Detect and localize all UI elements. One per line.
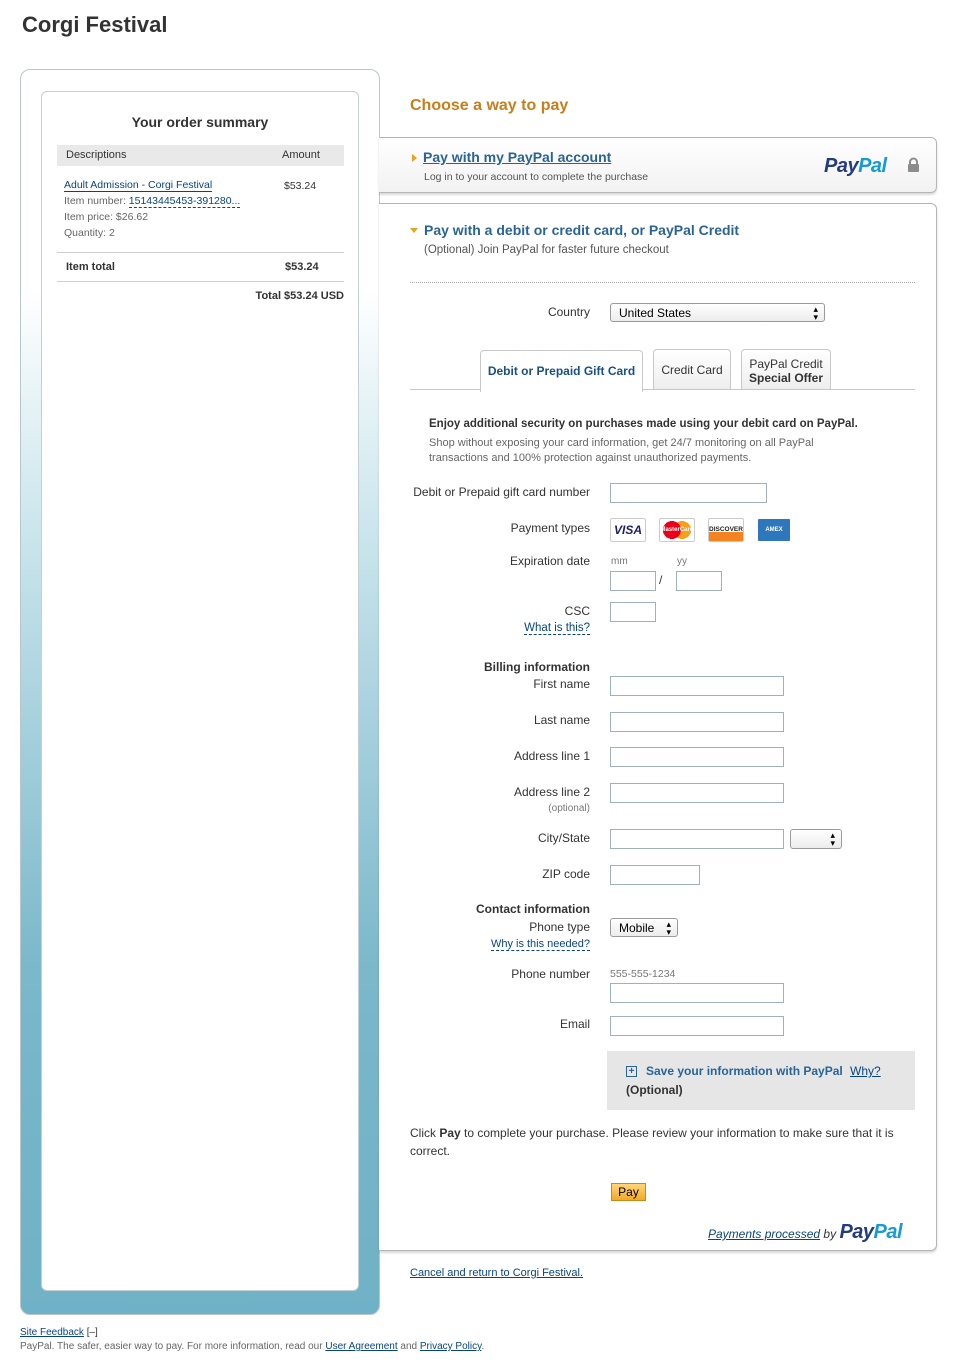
order-summary-header-row	[57, 145, 344, 166]
divider	[57, 281, 344, 282]
site-feedback-row	[20, 1327, 98, 1338]
exp-year-input[interactable]	[676, 571, 722, 591]
card-number-input[interactable]	[610, 483, 767, 503]
card-number-label: Debit or Prepaid gift card number	[413, 485, 590, 499]
phone-format-hint: 555-555-1234	[610, 968, 676, 980]
csc-help-wrap	[340, 622, 590, 634]
expiration-label: Expiration date	[509, 554, 590, 568]
tab-debit-prepaid[interactable]: Debit or Prepaid Gift Card	[480, 350, 643, 392]
phone-type-select[interactable]	[610, 918, 678, 937]
privacy-policy-link[interactable]: Privacy Policy	[419, 1341, 482, 1352]
col-descriptions: Descriptions	[66, 149, 127, 161]
item-total-value: $53.24	[285, 261, 319, 273]
site-feedback-link[interactable]: Site Feedback	[20, 1327, 84, 1338]
phone-number-input[interactable]	[610, 983, 784, 1003]
save-info-box	[607, 1051, 915, 1110]
email-label: Email	[559, 1017, 590, 1031]
tab-paypal-credit-line1: PayPal Credit	[749, 357, 823, 371]
card-section-title[interactable]: Pay with a debit or credit card, or PayPal Credit	[424, 222, 740, 238]
security-title: Enjoy additional security on purchases made using your debit card on PayPal.	[429, 418, 858, 430]
contact-heading: Contact information	[476, 902, 590, 916]
date-separator: /	[659, 573, 663, 587]
item-number-label: Item number:	[64, 195, 126, 207]
pay-with-paypal-link[interactable]: Pay with my PayPal account	[423, 149, 612, 165]
dotted-divider	[410, 282, 915, 283]
select-arrows-icon: ▴ ▾	[830, 830, 835, 848]
email-input[interactable]	[610, 1016, 784, 1036]
expand-plus-icon[interactable]: +	[626, 1066, 637, 1077]
col-amount: Amount	[282, 149, 320, 161]
payment-types-label: Payment types	[510, 521, 590, 535]
address2-input[interactable]	[610, 783, 784, 803]
first-name-label: First name	[533, 677, 590, 691]
phone-type-label: Phone type	[529, 920, 590, 934]
paypal-logo: PayPal	[824, 155, 887, 177]
card-section-subtitle: (Optional) Join PayPal for faster future checkout	[424, 244, 669, 256]
last-name-label: Last name	[533, 713, 590, 727]
security-text: Shop without exposing your card information, get 24/7 monitoring on all PayPal transactions and 100% protection against unauthorized payments.	[429, 437, 814, 464]
address2-label: Address line 2	[513, 785, 590, 799]
phone-type-value: Mobile	[619, 921, 655, 935]
save-info-why-link[interactable]: Why?	[850, 1064, 881, 1078]
item-number-link[interactable]: 15143445453-391280...	[128, 195, 241, 207]
csc-help-link[interactable]: What is this?	[524, 622, 590, 634]
country-value: United States	[619, 306, 692, 320]
amex-icon: AMEX	[757, 518, 791, 542]
paypal-logo-footer: PayPal	[839, 1221, 903, 1243]
city-state-label: City/State	[537, 831, 590, 845]
last-name-input[interactable]	[610, 712, 784, 732]
user-agreement-link[interactable]: User Agreement	[325, 1341, 398, 1352]
state-select[interactable]	[790, 829, 842, 849]
zip-input[interactable]	[610, 865, 700, 885]
item-quantity: Quantity: 2	[64, 227, 115, 239]
item-price: Item price: $26.62	[64, 211, 149, 223]
mastercard-icon: MasterCard	[659, 518, 695, 542]
yy-hint: yy	[677, 556, 687, 567]
visa-icon: VISA	[610, 518, 646, 542]
feedback-toggle[interactable]: [–]	[86, 1327, 98, 1338]
order-total: Total $53.24 USD	[255, 290, 344, 302]
merchant-title: Corgi Festival	[22, 12, 168, 37]
address1-label: Address line 1	[513, 749, 590, 763]
zip-label: ZIP code	[542, 867, 590, 881]
item-amount: $53.24	[284, 180, 317, 192]
phone-help-wrap	[340, 938, 590, 950]
item-number-row	[64, 195, 240, 207]
pay-button[interactable]: Pay	[611, 1183, 646, 1201]
order-summary-title: Your order summary	[131, 114, 269, 130]
lock-icon	[907, 157, 920, 178]
footer-text: PayPal. The safer, easier way to pay. For more information, read our User Agreement and Privacy Policy.	[20, 1341, 485, 1352]
billing-heading: Billing information	[484, 660, 590, 674]
address2-optional: (optional)	[548, 803, 590, 814]
mm-hint: mm	[611, 556, 628, 567]
tab-paypal-credit[interactable]	[741, 349, 831, 389]
exp-month-input[interactable]	[610, 571, 656, 591]
discover-icon: DISCOVER	[708, 518, 744, 542]
phone-number-label: Phone number	[511, 967, 590, 981]
select-arrows-icon: ▴ ▾	[666, 919, 671, 937]
paypal-account-subtitle: Log in to your account to complete the purchase	[424, 171, 649, 183]
pay-instructions: Click Pay to complete your purchase. Please review your information to make sure that it is correct.	[410, 1126, 894, 1158]
expand-arrow-icon	[412, 154, 417, 162]
payments-processed-link[interactable]: Payments processed	[708, 1227, 821, 1241]
select-arrows-icon: ▴ ▾	[813, 304, 818, 322]
item-name-link[interactable]: Adult Admission - Corgi Festival	[64, 179, 213, 191]
csc-label: CSC	[564, 604, 590, 618]
divider	[57, 252, 344, 253]
choose-way-title: Choose a way to pay	[410, 97, 569, 114]
item-total-label: Item total	[66, 261, 115, 273]
first-name-input[interactable]	[610, 676, 784, 696]
tab-credit-card[interactable]: Credit Card	[653, 349, 731, 389]
save-info-label[interactable]: Save your information with PayPal	[646, 1064, 843, 1078]
payments-processed: Payments processed by PayPal	[708, 1221, 903, 1243]
country-label: Country	[547, 305, 590, 319]
city-input[interactable]	[610, 829, 784, 849]
csc-input[interactable]	[610, 602, 656, 622]
cancel-return-link[interactable]: Cancel and return to Corgi Festival.	[410, 1267, 584, 1279]
collapse-arrow-icon	[410, 228, 418, 233]
save-info-optional: (Optional)	[626, 1083, 683, 1097]
address1-input[interactable]	[610, 747, 784, 767]
country-select[interactable]	[610, 303, 825, 322]
tab-paypal-credit-line2: Special Offer	[748, 371, 824, 385]
phone-help-link[interactable]: Why is this needed?	[490, 938, 590, 950]
